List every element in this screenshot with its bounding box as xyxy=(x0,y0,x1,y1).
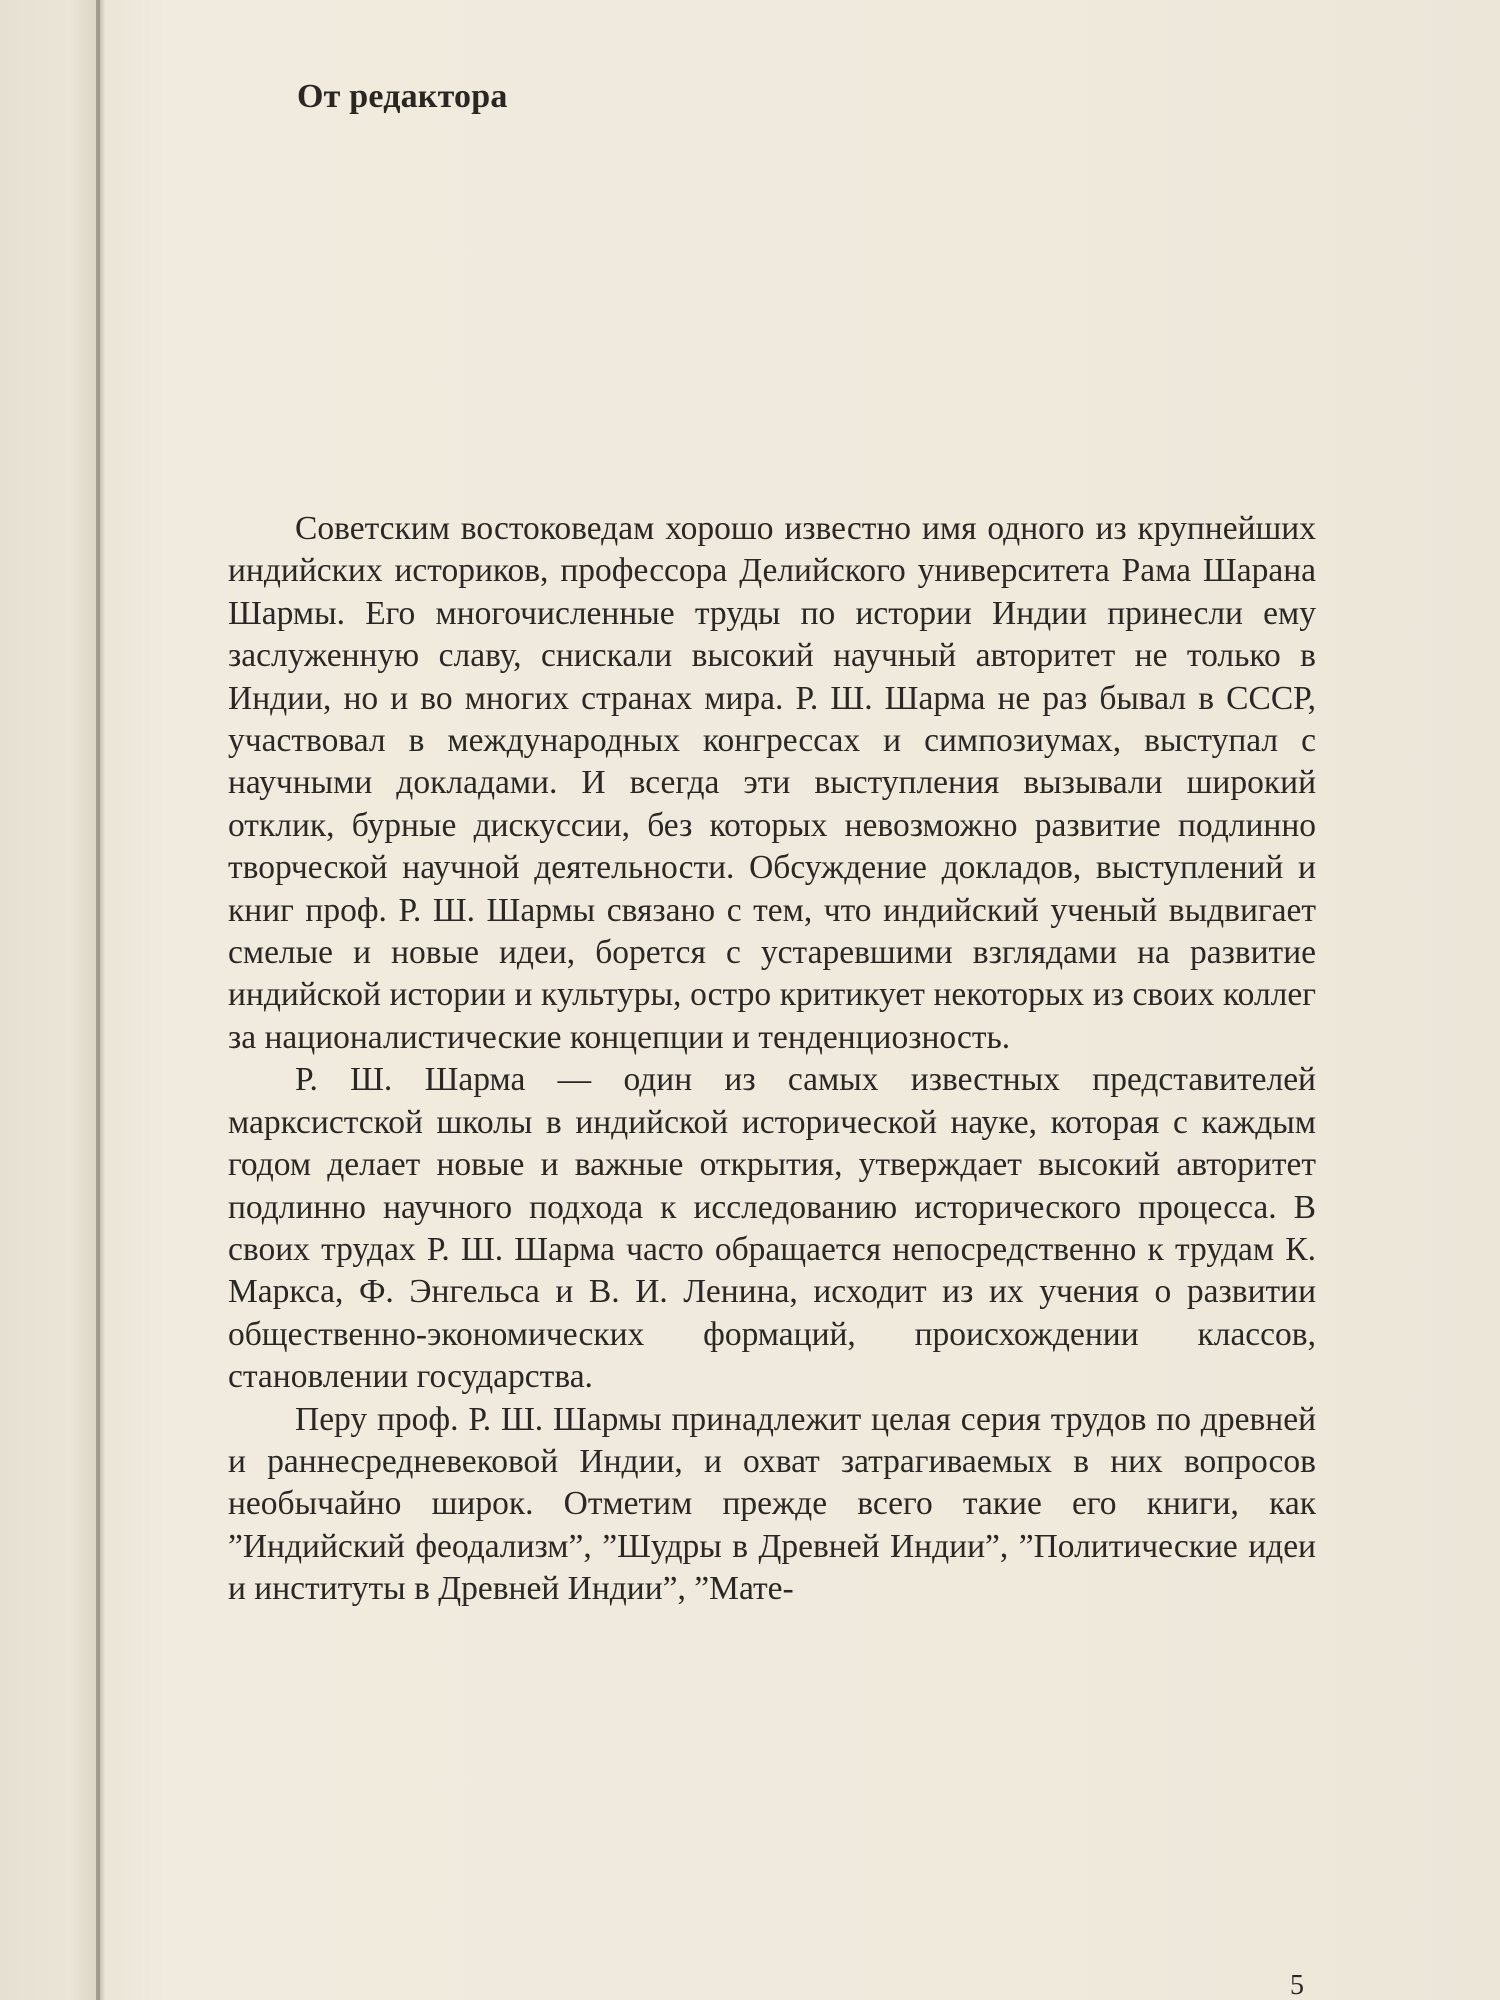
paragraph-2: Р. Ш. Шарма — один из самых известных представителей марксистской школы в индийской исторической науке, которая с каждым годом делает новые и важные открытия, утверждает высокий авторитет подлинно научного подхода к исследованию исторического процесса. В своих трудах Р. Ш. Шарма часто обращается непосредственно к трудам К. Маркса, Ф. Энгельса и В. И. Ленина, исходит из их учения о развитии общественно-экономических формаций, происхождении классов, становлении государства. xyxy=(228,1061,1316,1396)
book-gutter-shadow xyxy=(96,0,106,2000)
body-text xyxy=(228,508,1316,1611)
paragraph-1: Советским востоковедам хорошо известно имя одного из крупнейших индийских историков, профессора Делийского университета Рама Шарана Шармы. Его многочисленные труды по истории Индии принесли ему заслуженную славу, снискали высокий научный авторитет не только в Индии, но и во многих странах мира. Р. Ш. Шарма не раз бывал в СССР, участвовал в международных конгрессах и симпозиумах, выступал с научными докладами. И всегда эти выступления вызывали широкий отклик, бурные дискуссии, без которых невозможно развитие подлинно творческой научной деятельности. Обсуждение докладов, выступлений и книг проф. Р. Ш. Шармы связано с тем, что индийский ученый выдвигает смелые и новые идеи, борется с устаревшими взглядами на развитие индийской истории и культуры, остро критикует некоторых из своих коллег за националистические концепции и тенденциозность. xyxy=(228,510,1316,1056)
page-number: 5 xyxy=(1290,1970,1304,2000)
section-heading: От редактора xyxy=(297,78,508,115)
left-page-margin xyxy=(0,0,100,2000)
paragraph-3: Перу проф. Р. Ш. Шармы принадлежит целая серия трудов по древней и раннесредневековой Индии, и охват затрагиваемых в них вопросов необычайно широк. Отметим прежде всего такие его книги, как ”Индийский феодализм”, ”Шудры в Древней Индии”, ”Политические идеи и институты в Древней Индии”, ”Мате- xyxy=(228,1400,1316,1608)
